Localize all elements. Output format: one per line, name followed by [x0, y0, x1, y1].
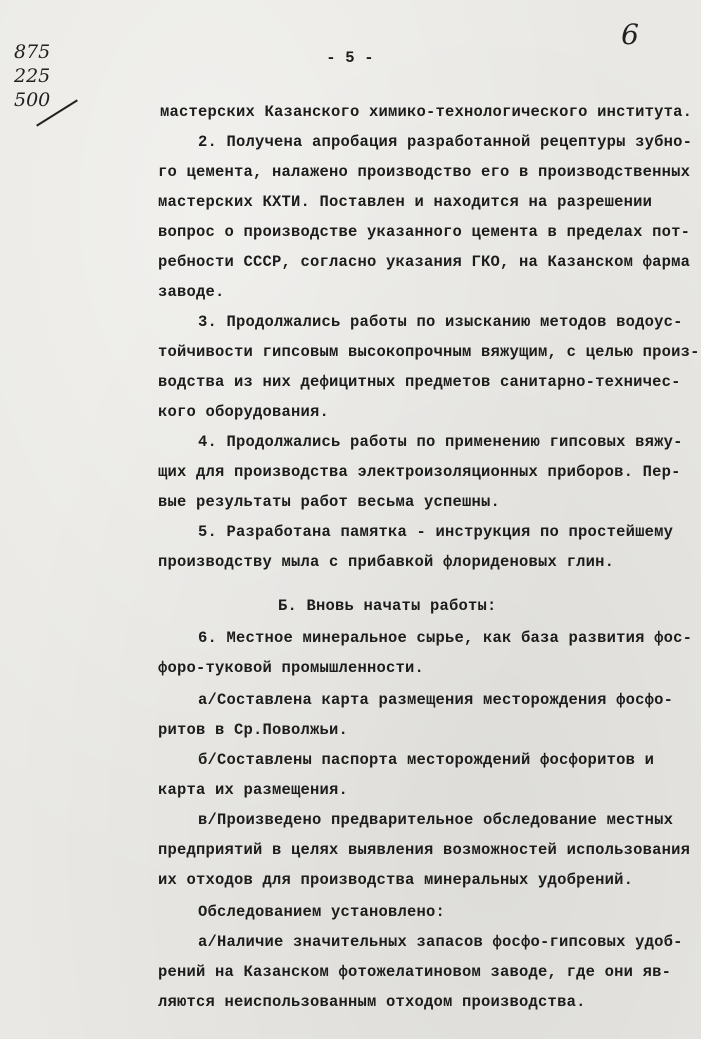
doc-line: б/Составлены паспорта месторождений фосфоритов и — [198, 751, 655, 769]
margin-note-line-3: 500 — [14, 89, 51, 111]
doc-line: го цемента, налажено производство его в производственных — [158, 163, 691, 181]
doc-line: Обследованием установлено: — [198, 903, 446, 921]
doc-line: вопрос о производстве указанного цемента в пределах пот- — [158, 223, 691, 241]
doc-line: водства из них дефицитных предметов санитарно-техничес- — [158, 373, 681, 391]
page-number: - 5 - — [326, 49, 374, 67]
doc-line: тойчивости гипсовым высокопрочным вяжущим, с целью произ- — [158, 343, 700, 361]
doc-line: заводе. — [158, 283, 225, 301]
page-corner-number: 6 — [621, 18, 639, 51]
doc-line: 6. Местное минеральное сырье, как база развития фос- — [198, 629, 693, 647]
doc-line: 3. Продолжались работы по изысканию методов водоус- — [198, 313, 683, 331]
doc-line: предприятий в целях выявления возможностей использования — [158, 841, 691, 859]
doc-line: их отходов для производства минеральных удобрений. — [158, 871, 634, 889]
margin-note-line-2: 225 — [14, 65, 51, 87]
doc-line: вые результаты работ весьма успешны. — [158, 493, 501, 511]
doc-line: рений на Казанском фотожелатиновом заводе, где они яв- — [158, 963, 672, 981]
doc-line: производству мыла с прибавкой флориденовых глин. — [158, 553, 615, 571]
doc-line: ребности СССР, согласно указания ГКО, на Казанском фарма — [158, 253, 691, 271]
doc-line: форо-туковой промышленности. — [158, 659, 425, 677]
doc-line: в/Произведено предварительное обследование местных — [198, 811, 674, 829]
doc-line: мастерских КХТИ. Поставлен и находится на разрешении — [158, 193, 653, 211]
doc-line: карта их размещения. — [158, 781, 349, 799]
doc-line: 2. Получена апробация разработанной рецептуры зубно- — [198, 133, 693, 151]
doc-line: а/Составлена карта размещения месторождения фосфо- — [198, 691, 674, 709]
section-heading: Б. Вновь начаты работы: — [278, 597, 497, 615]
doc-line: щих для производства электроизоляционных приборов. Пер- — [158, 463, 681, 481]
doc-line: мастерских Казанского химико-технологического института. — [160, 103, 693, 121]
doc-line: ритов в Ср.Поволжьи. — [158, 721, 349, 739]
margin-note-line-1: 875 — [14, 41, 51, 63]
doc-line: 4. Продолжались работы по применению гипсовых вяжу- — [198, 433, 683, 451]
doc-line: 5. Разработана памятка - инструкция по простейшему — [198, 523, 674, 541]
doc-line: кого оборудования. — [158, 403, 330, 421]
doc-line: а/Наличие значительных запасов фосфо-гипсовых удоб- — [198, 933, 683, 951]
doc-line: ляются неиспользованным отходом производства. — [158, 993, 586, 1011]
